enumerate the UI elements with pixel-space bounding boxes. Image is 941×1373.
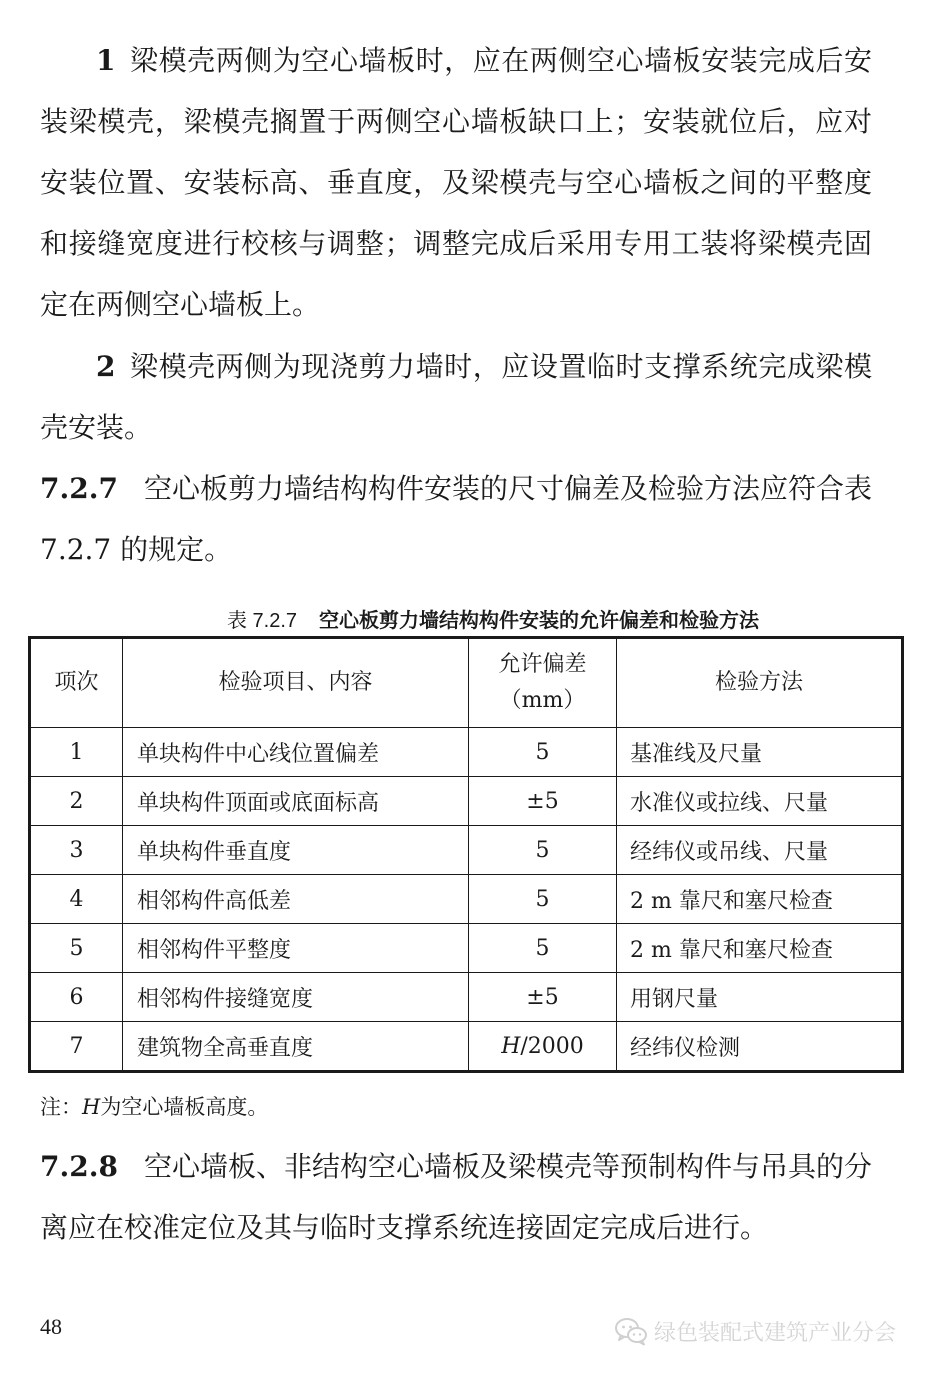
row-no: 1 <box>30 728 123 777</box>
header-tolerance-line2: （mm） <box>499 688 586 713</box>
watermark <box>614 1313 896 1349</box>
table-caption <box>0 604 941 633</box>
tolerance-table <box>28 636 904 1073</box>
row-tolerance: 5 <box>469 875 617 924</box>
tolerance-variable: H <box>501 1033 521 1059</box>
row-tolerance: ±5 <box>469 973 617 1022</box>
table-row <box>30 973 903 1022</box>
clause-7-2-8 <box>40 1136 872 1258</box>
paragraph-2-text: 梁模壳两侧为现浇剪力墙时，应设置临时支撑系统完成梁模壳安装。 <box>40 350 872 444</box>
note-variable: H <box>82 1095 101 1119</box>
row-no: 5 <box>30 924 123 973</box>
row-item: 单块构件垂直度 <box>123 826 469 875</box>
row-item: 单块构件中心线位置偏差 <box>123 728 469 777</box>
paragraph-2-number: 2 <box>96 350 116 383</box>
wechat-icon <box>614 1316 648 1346</box>
watermark-text: 绿色装配式建筑产业分会 <box>654 1320 897 1346</box>
clause-7-2-7-number: 7.2.7 <box>40 472 118 505</box>
clause-7-2-7-text: 空心板剪力墙结构构件安装的尺寸偏差及检验方法应符合表 7.2.7 的规定。 <box>40 472 872 566</box>
row-no: 6 <box>30 973 123 1022</box>
row-item: 建筑物全高垂直度 <box>123 1022 469 1072</box>
row-tolerance: 5 <box>469 826 617 875</box>
paragraph-2 <box>40 336 872 458</box>
table-note <box>40 1091 268 1121</box>
row-method: 基准线及尺量 <box>617 728 903 777</box>
row-item: 相邻构件高低差 <box>123 875 469 924</box>
header-tolerance-line1: 允许偏差 <box>498 652 587 677</box>
row-item: 单块构件顶面或底面标高 <box>123 777 469 826</box>
row-no: 7 <box>30 1022 123 1072</box>
header-no: 项次 <box>30 638 123 728</box>
clause-7-2-8-number: 7.2.8 <box>40 1150 118 1183</box>
row-method: 用钢尺量 <box>617 973 903 1022</box>
table-row <box>30 1022 903 1072</box>
row-no: 4 <box>30 875 123 924</box>
table-caption-title: 空心板剪力墙结构构件安装的允许偏差和检验方法 <box>319 608 760 632</box>
table-row <box>30 728 903 777</box>
clause-7-2-8-text: 空心墙板、非结构空心墙板及梁模壳等预制构件与吊具的分离应在校准定位及其与临时支撑系统连接固定完成后进行。 <box>40 1150 872 1244</box>
row-tolerance: 5 <box>469 924 617 973</box>
table-header-row <box>30 638 903 728</box>
page-number: 48 <box>40 1314 62 1339</box>
tolerance-ratio: /2000 <box>520 1033 584 1059</box>
table-row <box>30 826 903 875</box>
paragraph-1-text: 梁模壳两侧为空心墙板时，应在两侧空心墙板安装完成后安装梁模壳，梁模壳搁置于两侧空心墙板缺口上；安装就位后，应对安装位置、安装标高、垂直度，及梁模壳与空心墙板之间的平整度和接缝宽度进行校核与调整；调整完成后采用专用工装将梁模壳固定在两侧空心墙板上。 <box>40 44 872 321</box>
row-item: 相邻构件平整度 <box>123 924 469 973</box>
header-tolerance <box>469 638 617 728</box>
row-no: 3 <box>30 826 123 875</box>
clause-7-2-7 <box>40 458 872 580</box>
paragraph-1-number: 1 <box>96 44 116 77</box>
row-method: 水准仪或拉线、尺量 <box>617 777 903 826</box>
row-tolerance: ±5 <box>469 777 617 826</box>
note-prefix: 注： <box>40 1095 82 1119</box>
table-caption-number: 表 7.2.7 <box>226 610 298 632</box>
table-row <box>30 875 903 924</box>
row-item: 相邻构件接缝宽度 <box>123 973 469 1022</box>
table-row <box>30 924 903 973</box>
row-method: 2 m 靠尺和塞尺检查 <box>617 875 903 924</box>
row-method: 2 m 靠尺和塞尺检查 <box>617 924 903 973</box>
note-text: 为空心墙板高度。 <box>100 1095 269 1119</box>
header-method: 检验方法 <box>617 638 903 728</box>
table-row <box>30 777 903 826</box>
row-no: 2 <box>30 777 123 826</box>
row-method: 经纬仪检测 <box>617 1022 903 1072</box>
row-tolerance <box>469 1022 617 1072</box>
paragraph-1 <box>40 30 872 335</box>
row-tolerance: 5 <box>469 728 617 777</box>
row-method: 经纬仪或吊线、尺量 <box>617 826 903 875</box>
header-item: 检验项目、内容 <box>123 638 469 728</box>
